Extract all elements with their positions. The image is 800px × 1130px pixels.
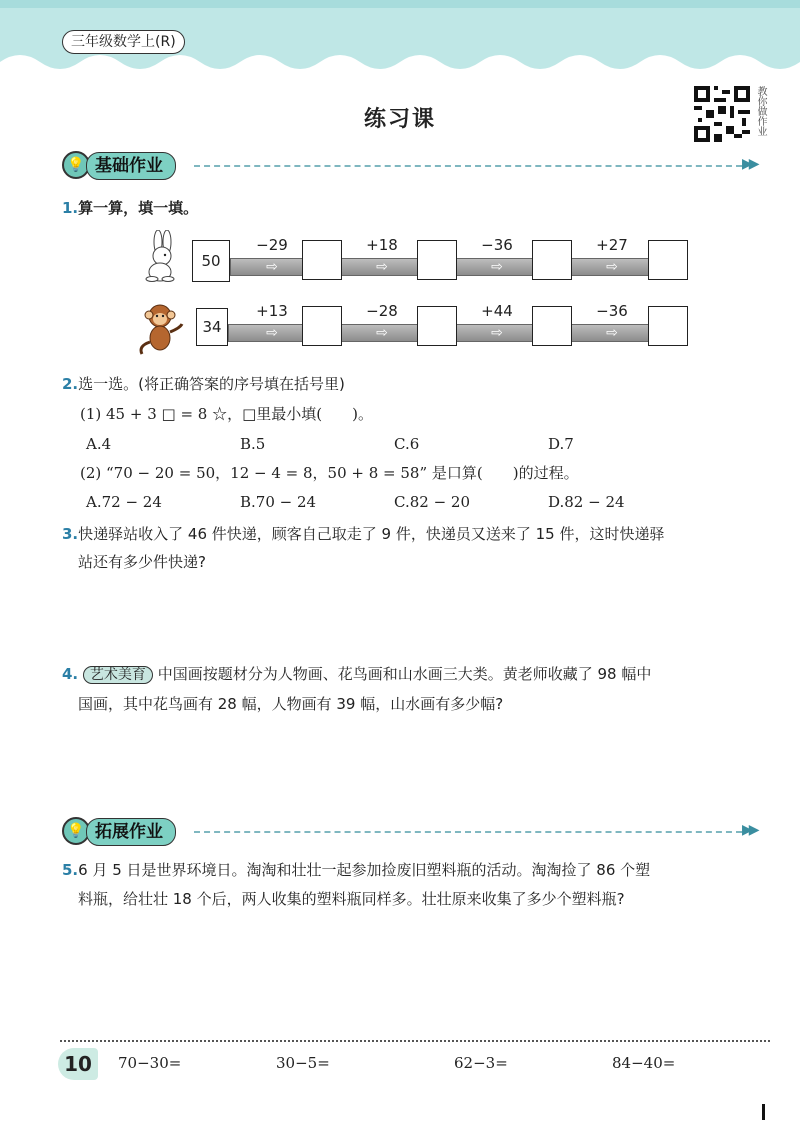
question-1	[62, 196, 198, 220]
question-line-1: 中国画按题材分为人物画、花鸟画和山水画三大类。黄老师收藏了 98 幅中	[157, 665, 652, 683]
question-line-1: 6 月 5 日是世界环境日。淘淘和壮壮一起参加捡废旧塑料瓶的活动。淘淘捡了 86 个塑	[78, 861, 651, 879]
op-label: −36	[596, 302, 628, 320]
op-label: +13	[256, 302, 288, 320]
q2-part-1: (1) 45 + 3 □ = 8 ☆，□里最小填( )。	[80, 405, 373, 423]
arrow-right-icon: ⇨	[376, 325, 388, 341]
answer-box[interactable]	[302, 240, 342, 280]
dashed-divider	[194, 831, 742, 833]
op-label: +18	[366, 236, 398, 254]
page-number: 10	[58, 1048, 98, 1080]
op-label: +27	[596, 236, 628, 254]
option-b[interactable]: B.70 − 24	[240, 493, 317, 511]
option-d[interactable]: D.82 − 24	[548, 493, 625, 511]
answer-area[interactable]	[78, 722, 768, 812]
section-title: 拓展作业	[86, 818, 176, 846]
calc-chain-1	[192, 236, 692, 286]
answer-box[interactable]	[648, 240, 688, 280]
corner-mark	[762, 1104, 765, 1120]
question-line-2: 站还有多少件快递?	[78, 553, 206, 571]
question-number: 4.	[62, 665, 79, 683]
question-3	[62, 522, 762, 546]
oral-calc-1: 70−30=	[118, 1054, 182, 1072]
double-chevron-icon: ▶▶	[742, 156, 756, 172]
monkey-icon	[136, 302, 186, 356]
page-title: 练习课	[363, 107, 436, 132]
footer-divider	[60, 1040, 770, 1042]
calc-chain-2	[192, 302, 692, 352]
question-line-2: 国画，其中花鸟画有 28 幅，人物画有 39 幅，山水画有多少幅?	[78, 695, 504, 713]
oral-calc-2: 30−5=	[276, 1054, 330, 1072]
section-extend	[60, 816, 760, 846]
oral-calc-3: 62−3=	[454, 1054, 508, 1072]
grade-label: 三年级数学上(R)	[62, 30, 185, 54]
arrow-right-icon: ⇨	[266, 259, 278, 275]
arrow-right-icon: ⇨	[606, 325, 618, 341]
question-4	[62, 662, 772, 686]
question-number: 3.	[62, 525, 79, 543]
rabbit-icon	[138, 230, 184, 282]
op-label: −29	[256, 236, 288, 254]
question-5	[62, 858, 772, 882]
lightbulb-icon: 💡	[62, 151, 90, 179]
arrow-right-icon: ⇨	[491, 259, 503, 275]
answer-box[interactable]	[532, 240, 572, 280]
question-line-2: 料瓶，给壮壮 18 个后，两人收集的塑料瓶同样多。壮壮原来收集了多少个塑料瓶?	[78, 890, 625, 908]
qr-code-icon[interactable]	[694, 86, 750, 142]
question-2	[62, 372, 345, 396]
oral-calc-4: 84−40=	[612, 1054, 676, 1072]
option-d[interactable]: D.7	[548, 435, 574, 453]
option-c[interactable]: C.82 − 20	[394, 493, 470, 511]
section-title: 基础作业	[86, 152, 176, 180]
qr-caption: 教你做作业	[755, 86, 766, 136]
dashed-divider	[194, 165, 742, 167]
arrow-right-icon: ⇨	[606, 259, 618, 275]
double-chevron-icon: ▶▶	[742, 822, 756, 838]
answer-box[interactable]	[532, 306, 572, 346]
subject-tag: 艺术美育	[83, 666, 153, 684]
answer-box[interactable]	[302, 306, 342, 346]
q2-part-2: (2) “70 − 20 = 50，12 − 4 = 8，50 + 8 = 58” 是口算( )的过程。	[80, 464, 579, 482]
arrow-right-icon: ⇨	[491, 325, 503, 341]
start-number-box: 50	[192, 240, 230, 282]
op-label: −28	[366, 302, 398, 320]
question-number: 5.	[62, 861, 79, 879]
question-number: 1.	[62, 199, 79, 217]
option-a[interactable]: A.72 − 24	[86, 493, 162, 511]
question-number: 2.	[62, 375, 79, 393]
answer-box[interactable]	[417, 240, 457, 280]
question-line-1: 快递驿站收入了 46 件快递，顾客自己取走了 9 件，快递员又送来了 15 件，这时快递驿	[78, 525, 665, 543]
start-number-box: 34	[196, 308, 228, 346]
answer-box[interactable]	[648, 306, 688, 346]
option-c[interactable]: C.6	[394, 435, 420, 453]
op-label: −36	[481, 236, 513, 254]
option-b[interactable]: B.5	[240, 435, 266, 453]
op-label: +44	[481, 302, 513, 320]
arrow-right-icon: ⇨	[376, 259, 388, 275]
question-text: 选一选。(将正确答案的序号填在括号里)	[78, 375, 345, 393]
answer-area[interactable]	[78, 920, 768, 1030]
answer-area[interactable]	[78, 580, 768, 650]
section-basic	[60, 150, 760, 180]
question-text: 算一算，填一填。	[78, 199, 199, 217]
arrow-right-icon: ⇨	[266, 325, 278, 341]
answer-box[interactable]	[417, 306, 457, 346]
option-a[interactable]: A.4	[86, 435, 112, 453]
lightbulb-icon: 💡	[62, 817, 90, 845]
